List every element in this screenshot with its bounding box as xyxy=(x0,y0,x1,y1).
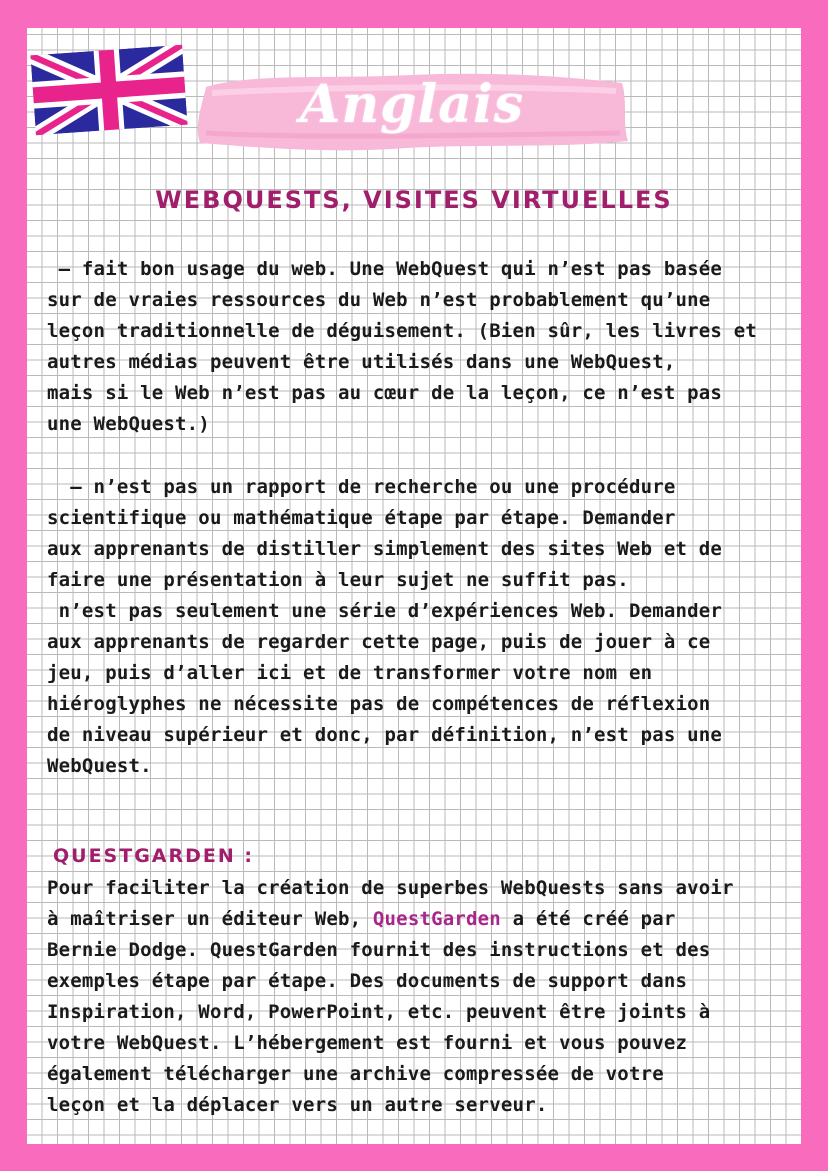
questgarden-text-start: Pour faciliter la création de superbes WebQuests sans avoir à maîtriser un éditeur Web, xyxy=(47,877,734,930)
paragraph-web-usage: – fait bon usage du web. Une WebQuest qui n’est pas basée sur de vraies ressources du Web n’est probablement qu’une leçon traditionnelle de déguisement. (Bien sûr, les livres et autres médias peuvent être utilisés dans une WebQuest, mais si le Web n’est pas au cœur de la leçon, ce n’est pas une WebQuest.) xyxy=(47,258,757,435)
questgarden-text-end: a été créé par Bernie Dodge. QuestGarden fournit des instructions et des exemples étape par étape. Des documents de support dans Inspiration, Word, PowerPoint, etc. peuvent être joints à votre WebQuest. L’hébergement est fourni et vous pouvez également télécharger une archive compressée de votre leçon et la déplacer vers un autre serveur. xyxy=(47,908,711,1116)
page-subtitle: WEBQUESTS, VISITES VIRTUELLES xyxy=(155,186,673,214)
notebook-page xyxy=(27,28,801,1144)
uk-flag-icon xyxy=(30,45,187,135)
paragraph-not-research: – n’est pas un rapport de recherche ou une procédure scientifique ou mathématique étape par étape. Demander aux apprenants de distiller simplement des sites Web et de faire une présentation à leur sujet ne suffit pas. n’est pas seulement une série d’expériences Web. Demander aux apprenants de regarder cette page, puis de jouer à ce jeu, puis d’aller ici et de transformer votre nom en hiéroglyphes ne nécessite pas de compétences de réflexion de niveau supérieur et donc, par définition, n’est pas une WebQuest. xyxy=(47,476,723,777)
page-title: Anglais xyxy=(300,74,524,135)
questgarden-heading: QUESTGARDEN : xyxy=(53,845,254,867)
paragraph-questgarden xyxy=(47,873,787,1121)
questgarden-link[interactable]: QuestGarden xyxy=(372,908,501,930)
